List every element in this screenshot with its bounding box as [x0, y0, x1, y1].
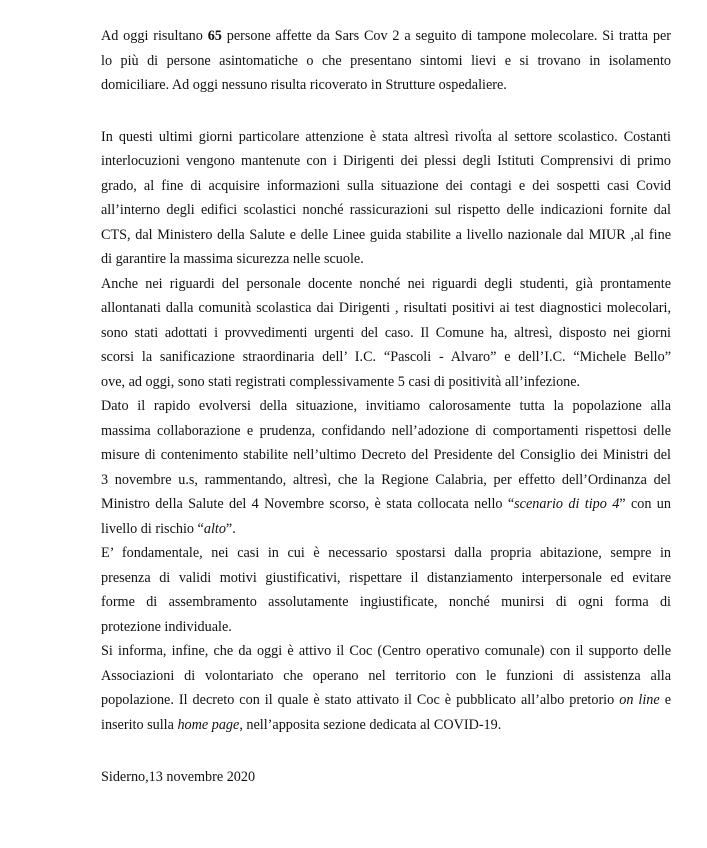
text-line — [101, 492, 671, 517]
text-line: E’ fondamentale, nei casi in cui è necessario spostarsi dalla propria abitazione, sempre in — [101, 545, 671, 561]
text-line: CTS, dal Ministero della Salute e delle Linee guida stabilite a livello nazionale dal MIUR ,al fine — [101, 226, 671, 243]
text-line: sono stati adottati i provvedimenti urgenti del caso. Il Comune ha, altresì, disposto nei giorni — [101, 324, 671, 341]
text-line: ove, ad oggi, sono stati registrati complessivamente 5 casi di positività all’infezione. — [101, 373, 581, 390]
text-line: all’interno degli edifici scolastici nonché rassicurazioni sul rispetto delle indicazioni fornite dal — [101, 202, 671, 218]
text-line: di garantire la massima sicurezza nelle scuole. — [101, 251, 364, 267]
text-fragment: popolazione. Il decreto con il quale è stato attivato il Coc è pubblicato all’albo pretorio — [101, 692, 620, 708]
paragraph-measures — [101, 541, 671, 639]
scenario-label: scenario di tipo 4 — [514, 496, 620, 512]
risk-level-label: alto — [203, 520, 226, 537]
text-line: Si informa, infine, che da oggi è attivo il Coc (Centro operativo comunale) con il supporto delle — [101, 643, 671, 659]
home-page-label: home page — [177, 716, 240, 733]
document-body — [101, 24, 671, 790]
text-fragment: Ministro della Salute del 4 Novembre scorso, è stata collocata nello “ — [101, 496, 515, 512]
text-line: grado, al fine di acquisire informazioni sulla situazione dei contagi e dei sospetti casi Covid — [101, 177, 671, 194]
text-fragment: e — [659, 692, 671, 708]
text-line: allontanati dalla comunità scolastica dai Dirigenti , risultati positivi ai test diagnostici molecolari, — [101, 300, 671, 316]
paragraph-positive-cases — [101, 24, 671, 98]
paragraph-appeal — [101, 394, 671, 541]
paragraph-staff-students — [101, 272, 671, 395]
text-line: forme di assembramento assolutamente ingiustificate, nonché munirsi di ogni forma di — [101, 594, 671, 610]
text-fragment: persone affette da Sars Cov 2 a seguito di tampone molecolare. Si tratta per — [221, 28, 671, 44]
text-line: presenza di validi motivi giustificativi, rispettare il distanziamento interpersonale ed evitare — [101, 569, 671, 586]
text-line — [101, 24, 671, 49]
text-fragment: livello di rischio “ — [101, 520, 204, 537]
place-date — [101, 765, 671, 790]
text-line: In questi ultimi giorni particolare attenzione è stata altresì rivolta al settore scolastico. Costanti — [101, 128, 671, 145]
text-line: massima collaborazione e prudenza, confidando nell’adozione di comportamenti rispettosi delle — [101, 422, 671, 439]
text-line: Dato il rapido evolversi della situazione, invitiamo calorosamente tutta la popolazione alla — [101, 398, 671, 414]
text-line: Associazioni di volontariato che operano nel territorio con le funzioni di assistenza alla — [101, 667, 671, 684]
case-count: 65 — [207, 28, 222, 44]
text-line: interlocuzioni vengono mantenute con i Dirigenti dei plessi degli Istituti Comprensivi di primo — [101, 153, 671, 169]
paragraph-schools — [101, 125, 671, 272]
text-line: scorsi la sanificazione straordinaria dell’ I.C. “Pascoli - Alvaro” e dell’I.C. “Michele Bello” — [101, 349, 671, 365]
paragraph-coc — [101, 639, 671, 737]
text-line: lo più di persone asintomatiche o che presentano sintomi lievi e si trovano in isolamento — [101, 52, 671, 69]
text-line: protezione individuale. — [101, 618, 232, 635]
text-line: misure di contenimento stabilite nell’ultimo Decreto del Presidente del Consiglio dei Ministri del — [101, 447, 671, 463]
text-line — [101, 688, 671, 713]
on-line-label: on line — [619, 692, 660, 708]
text-line: Siderno,13 novembre 2020 — [101, 769, 256, 785]
text-fragment: ” con un — [619, 496, 671, 512]
text-line: domiciliare. Ad oggi nessuno risulta ricoverato in Strutture ospedaliere. — [101, 77, 507, 93]
text-fragment: inserito sulla — [101, 716, 178, 733]
text-fragment: , nell’apposita sezione dedicata al COVID-19. — [239, 716, 502, 733]
text-fragment: Ad oggi risultano — [101, 28, 208, 44]
text-line — [101, 517, 671, 542]
text-fragment: ”. — [225, 520, 236, 537]
text-line: Anche nei riguardi del personale docente nonché nei riguardi degli studenti, già prontamente — [101, 275, 671, 292]
text-line: 3 novembre u.s, rammentando, altresì, che la Regione Calabria, per effetto dell’Ordinanza del — [101, 471, 671, 488]
text-line — [101, 713, 671, 738]
